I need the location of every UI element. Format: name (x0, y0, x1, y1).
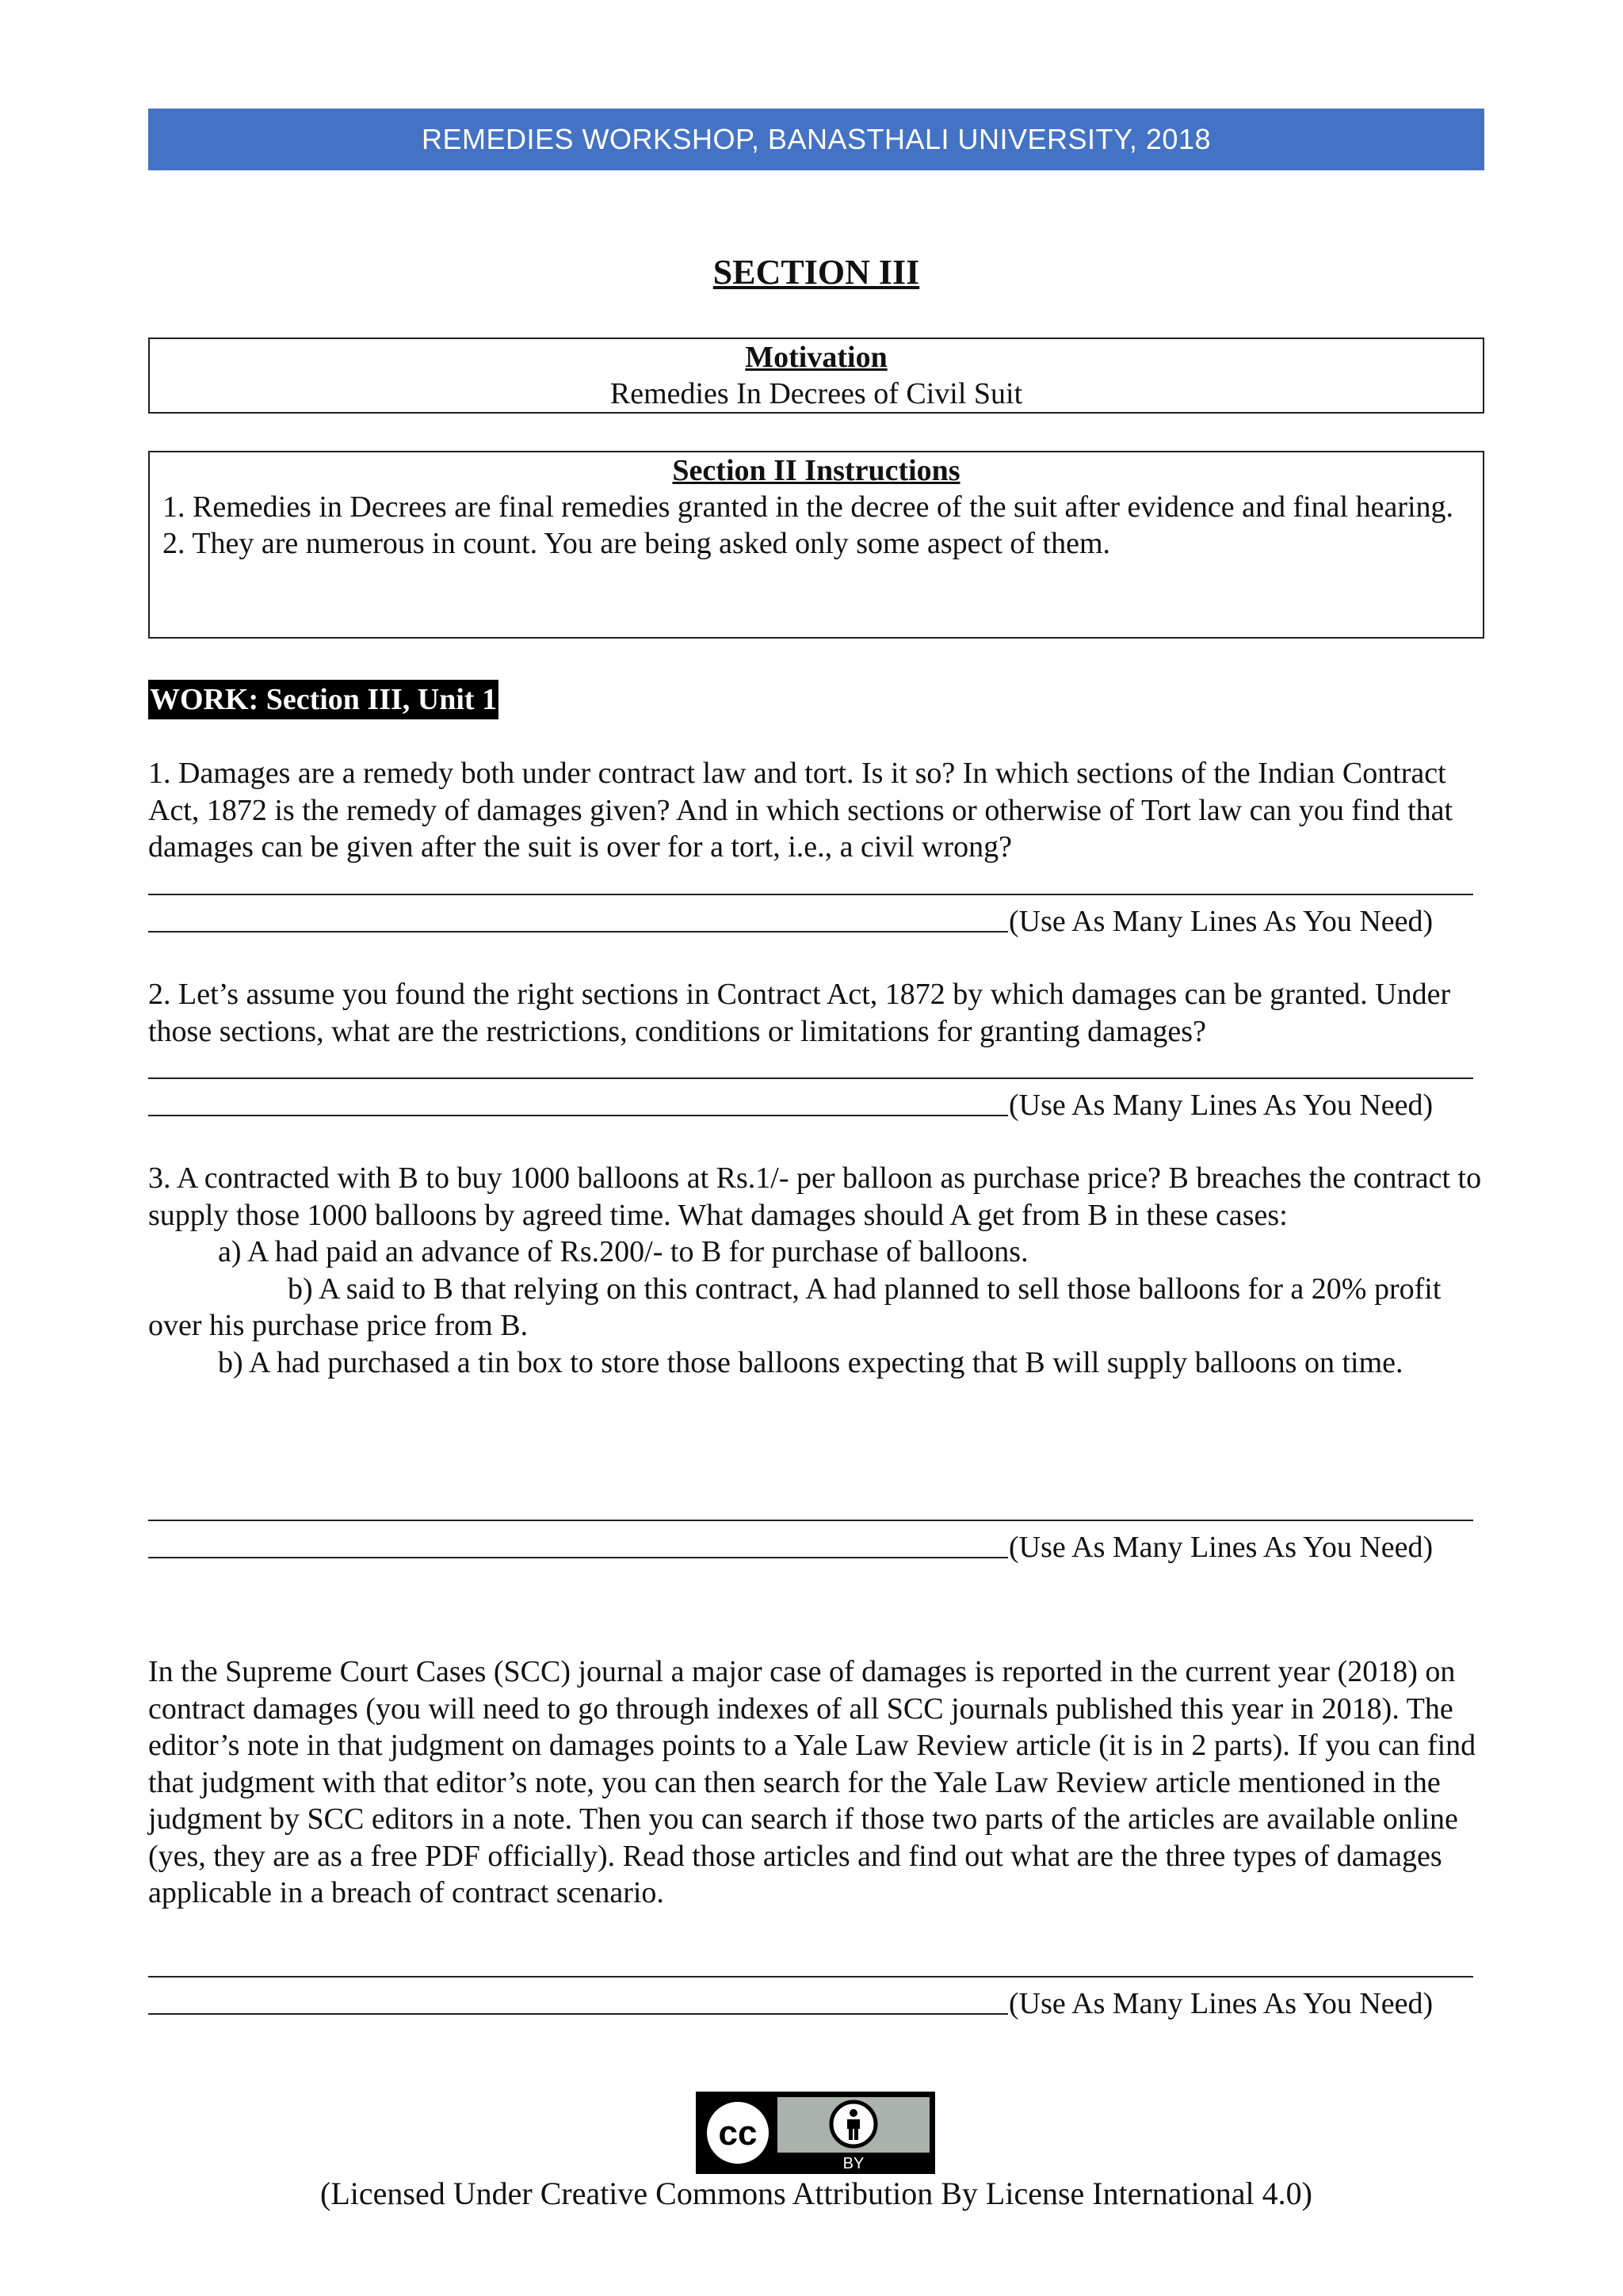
work-label: WORK: Section III, Unit 1 (148, 680, 498, 719)
answer-line (148, 931, 1008, 933)
use-lines-note: (Use As Many Lines As You Need) (1009, 1531, 1434, 1564)
question-1: 1. Damages are a remedy both under contract law and tort. Is it so? In which sections of the Indian Contract Act, 1872 is the remedy of damages given? And in which sections or otherwise of Tort law can you find that damages can be given after the suit is over for a tort, i.e., a civil wrong? (148, 757, 1453, 864)
answer-line (148, 1115, 1008, 1116)
question-3-case-c: b) A had purchased a tin box to store those balloons expecting that B will supply balloons on time. (218, 1345, 1403, 1379)
by-text: BY (842, 2155, 865, 2172)
cc-by-icon (698, 2094, 933, 2172)
question-3-case-b: b) A said to B that relying on this contract, A had planned to sell those balloons for a 20% profit over his purchase price from B. (148, 1272, 1442, 1342)
motivation-heading: Motivation (745, 341, 888, 374)
motivation-text: Remedies In Decrees of Civil Suit (609, 377, 1023, 410)
answer-line (148, 1557, 1008, 1558)
instruction-item-2: 2. They are numerous in count. You are being asked only some aspect of them. (162, 527, 1111, 560)
cc-text: cc (718, 2114, 758, 2153)
question-3-case-a: a) A had paid an advance of Rs.200/- to B for purchase of balloons. (218, 1235, 1029, 1268)
license-footer: (Licensed Under Creative Commons Attribution By License International 4.0) (320, 2176, 1312, 2211)
answer-line (148, 2013, 1008, 2015)
instructions-box (148, 451, 1484, 639)
question-3 (148, 1160, 1484, 1381)
use-lines-note: (Use As Many Lines As You Need) (1009, 1089, 1434, 1122)
answer-line (148, 1520, 1473, 1521)
answer-line (148, 1976, 1473, 1978)
answer-line (148, 1077, 1473, 1079)
answer-line (148, 894, 1473, 895)
instructions-heading: Section II Instructions (672, 454, 960, 487)
use-lines-note: (Use As Many Lines As You Need) (1009, 1987, 1434, 2020)
instruction-item-1: 1. Remedies in Decrees are final remedies granted in the decree of the suit after evidence and final hearing. (162, 490, 1454, 524)
question-3-intro: 3. A contracted with B to buy 1000 balloons at Rs.1/- per balloon as purchase price? B breaches the contract to supply those 1000 balloons by agreed time. What damages should A get from B in these cases: (148, 1161, 1482, 1232)
document-header: REMEDIES WORKSHOP, BANASTHALI UNIVERSITY, 2018 (148, 109, 1484, 170)
question-2: 2. Let’s assume you found the right sections in Contract Act, 1872 by which damages can be granted. Under those sections, what are the restrictions, conditions or limitations for granting damages? (148, 978, 1451, 1048)
use-lines-note: (Use As Many Lines As You Need) (1009, 905, 1434, 938)
question-4: In the Supreme Court Cases (SCC) journal a major case of damages is reported in the current year (2018) on contract damages (you will need to go through indexes of all SCC journals published this year in 2018). The editor’s note in that judgment on damages points to a Yale Law Review article (it is in 2 parts). If you can find that judgment with that editor’s note, you can then search for the Yale Law Review article mentioned in the judgment by SCC editors in a note. Then you can search if those two parts of the articles are available online (yes, they are as a free PDF officially). Read those articles and find out what are the three types of damages applicable in a breach of contract scenario. (148, 1655, 1476, 1909)
section-title: SECTION III (712, 253, 920, 292)
motivation-box (148, 338, 1484, 414)
cc-by-license-badge (696, 2092, 935, 2174)
